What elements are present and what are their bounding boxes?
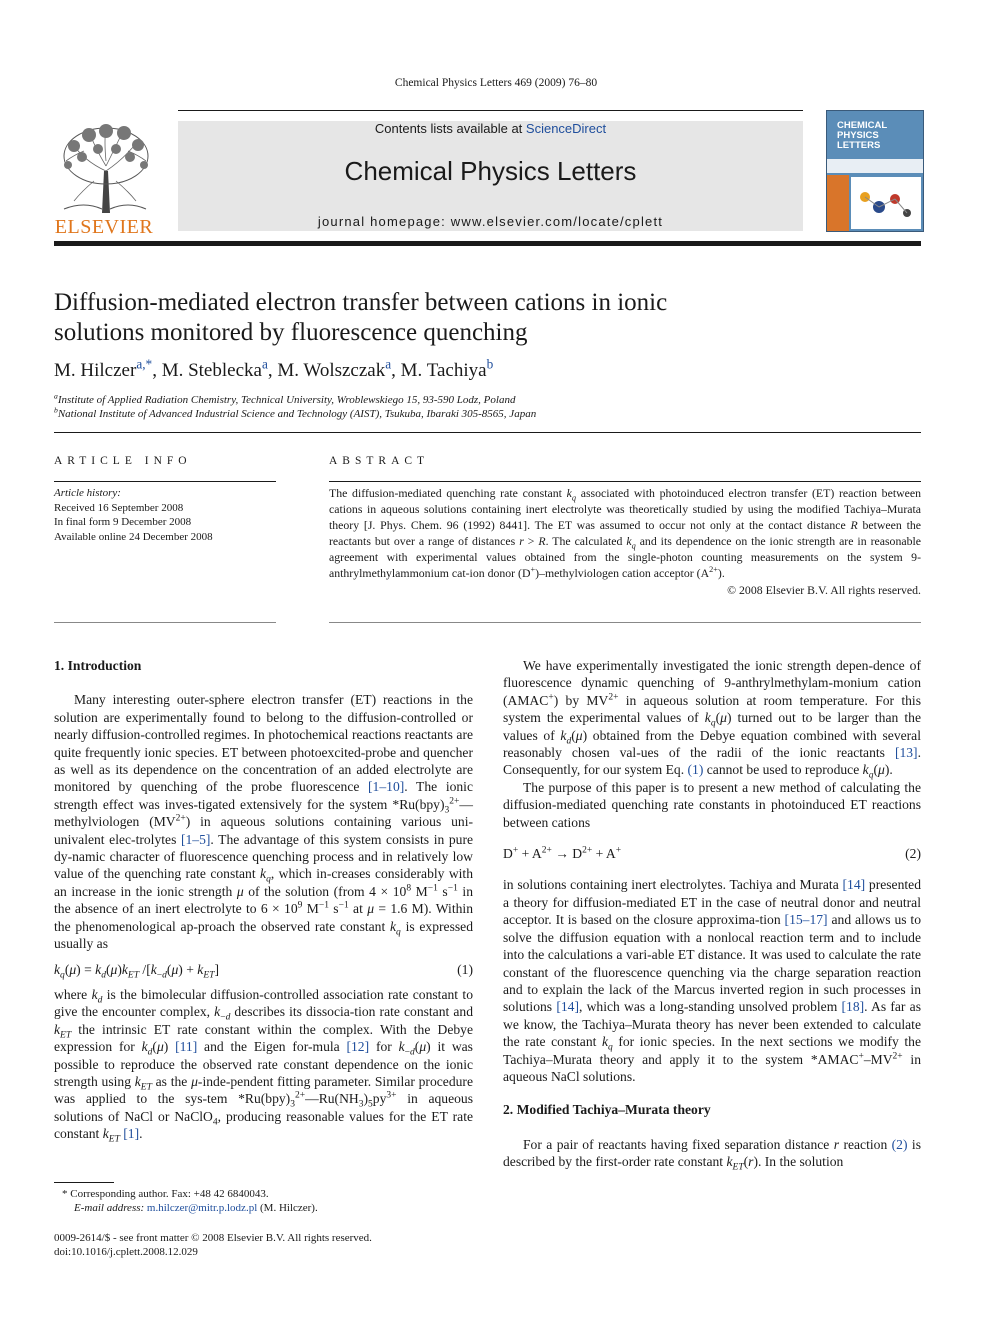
equation-1-number: (1) [457,961,473,977]
author-affiliation-marker[interactable]: b [486,356,494,372]
article-title: Diffusion-mediated electron transfer between cations in ionic solutions monitored by fluorescence quenching [54,289,668,346]
abstract-bottom-rule [329,622,921,623]
equation-2-body: $D^+ + A^{2+} \to D^{2+} + A^+$ [503,845,622,862]
affiliation-rule [54,432,921,433]
citation-link[interactable]: [14] [556,999,579,1015]
author-list: M. Hilczer$^{a,*}$, M. Steblecka$^a$, M. Wolszczak$^a$, M. Tachiya$^b$ [54,356,494,381]
citation-link[interactable]: [1] [123,1126,140,1142]
abstract-body: The diffusion-mediated quenching rate constant $k_q$ associated with photoinduced electron transfer (ET) reaction between cations in aqueous solutions containing inert electrolyte was theoretically studied by using the modified Tachiya–Murata theory [J. Phys. Chem. 96 (1992) 8441]. The ET was assumed to occur not only at the contact distance R between the reactants but over a range of distances r > R. The calculated $k_q$ and its dependence on the ionic strength are in reasonable agreement with experimental values obtained from the single-photon counting measurements on the system 9-anthrylmethylammonium cat-ion donor (D+)–methylviologen cation acceptor $(A^{2+})$. © 2008 Elsevier B.V. All rights reserved. [329,486,921,598]
journal-cover-image [826,110,924,232]
intro-paragraph-4: The purpose of this paper is to present a new method of calculating the diffusion-mediated quenching rate constants in photoinduced ET reactions between cations [503,779,921,830]
citation-link[interactable]: [11] [175,1039,198,1055]
equation-link[interactable]: (1) [687,762,704,778]
intro-paragraph-5: in solutions containing inert electrolytes. Tachiya and Murata [14] presented a theory for diffusion-mediated ET in the case of neutral donor and neutral acceptor. It is based on the closure approxima-tion [15–17] and allows us to solve the diffusion equation with a nonlocal reaction term and to include into the calculations a vari-able ET distance. It was used to calculate the rate constant of the fluorescence quenching via the charge separation reaction and to explain the lack of the Marcus inverted region in such processes in solutions [14], which was a long-standing unsolved problem [18]. As far as we know, the Tachiya–Murata theory has never been extended to calculate the rate constant $k_q$ for ionic species. In the next sections we modify the Tachiya–Murata theory and apply it to the system $*AMAC^+-MV^{2+}$ in aqueous NaCl solutions. [503,877,922,1084]
doi[interactable]: doi:10.1016/j.cplett.2008.12.029 [54,1246,198,1258]
contents-line: Contents lists available at ScienceDirect [374,121,607,136]
author-name: M. Steblecka [161,360,262,381]
cover-molecule-icon [851,177,921,229]
article-info-heading: ARTICLE INFO [54,455,192,467]
elsevier-tree-icon [54,121,154,213]
abstract-copyright: © 2008 Elsevier B.V. All rights reserved. [727,583,921,598]
cover-title: CHEMICAL PHYSICS LETTERS [837,120,887,151]
right-column [503,657,921,1171]
elsevier-wordmark: ELSEVIER [54,216,154,238]
author-name: M. Wolszczak [277,360,386,381]
left-column [54,657,473,1143]
author-affiliation-marker[interactable]: a,* [136,356,153,372]
elsevier-logo [54,121,154,238]
citation-link[interactable]: [18] [841,999,865,1015]
section-heading-introduction: 1. Introduction [54,658,142,673]
header-bottom-rule [54,241,921,246]
citation-link[interactable]: [1–5] [180,831,211,847]
article-info-rule [54,481,276,482]
equation-2 [503,845,921,862]
journal-reference: Chemical Physics Letters 469 (2009) 76–80 [394,77,598,89]
email-link[interactable]: m.hilczer@mitr.p.lodz.pl [146,1202,258,1214]
equation-link[interactable]: (2) [891,1136,908,1152]
intro-paragraph-3: We have experimentally investigated the ionic strength depen-dence of fluorescence dynamic quenching of 9-anthrylmethylam-monium cation (AMAC+) by $MV^{2+}$ in aqueous solution at room temperature. For this system the experimental values of $k_q(\mu)$ turned out to be larger than the values of $k_d(\mu)$ obtained from the Debye equation combined with several reasonably chosen val-ues of the radii of the ionic reactants [13]. Consequently, for our system Eq. (1) cannot be used to reproduce $k_q(\mu)$. [503,658,922,782]
author-affiliation-marker[interactable]: a [261,356,268,372]
author-name: M. Hilczer [54,360,137,381]
intro-paragraph-2: where $k_d$ is the bimolecular diffusion-controlled association rate constant to give the encounter complex, $k_{-d}$ describes its dissocia-tion rate constant and $k_{ET}$ the intrinsic ET rate constant within the complex. With the Debye expression for $k_d(\mu)$ [11] and the Eigen for-mula [12] for $k_{-d}(\mu)$ it was possible to reproduce the observed rate constant dependence on the ionic strength using $k_{ET}$ as the μ-inde-pendent fitting parameter. Similar procedure was applied to the sys-tem $*Ru(bpy)_3^{2+}—Ru(NH_3)_5py^{3+}$ in aqueous solutions of NaCl or NaClO$_4$, producing reasonable values for the ET rate constant $k_{ET}$ [1]. [54,986,474,1145]
citation-link[interactable]: [13] [894,745,918,761]
intro-paragraph-1: Many interesting outer-sphere electron transfer (ET) reactions in the solution are experimentally found to belong to the diffusion-controlled or nearly diffusion-controlled regimes. In photochemical reactions reactants are quite frequently ionic species. ET between photoexcited-probe and quencher as well as its dependence on the concentration of an added electrolyte are monitored by quenching of the probe fluorescence [1–10]. The ionic strength effect was inves-tigated extensively for the system $*Ru(bpy)_3^{2+}—methylviologen$ $(MV^{2+})$ in aqueous solutions containing various uni-univalent elec-trolytes [1–5]. The advantage of this system consists in pure dy-namic character of fluorescence quenching process and in relatively low value of the quenching rate constant $k_q$, which in-creases considerably with an increase in the ionic strength μ of the solution (from $4 \times 10^8$ $M^{-1}$ $s^{-1}$ in the absence of an inert electrolyte to $6 \times 10^9$ $M^{-1}$ $s^{-1}$ at μ = 1.6 M). Within the phenomenological ap-proach the observed rate constant $k_q$ is expressed usually as [54,692,474,952]
theory-paragraph-1: For a pair of reactants having fixed separation distance r reaction (2) is described by the first-order rate constant $k_{ET}(r)$. In the solution [503,1136,921,1173]
journal-title: Chemical Physics Letters [344,156,637,186]
sciencedirect-link[interactable]: ScienceDirect [525,121,607,136]
cover-orange-side [827,175,849,231]
email-footnote: E-mail address: m.hilczer@mitr.p.lodz.pl (M. Hilczer). [74,1202,318,1214]
journal-homepage[interactable]: journal homepage: www.elsevier.com/locate/cplett [317,214,664,229]
section-heading-modified-theory: 2. Modified Tachiya–Murata theory [503,1102,711,1118]
equation-1-body: $k_q(\mu) = k_d(\mu)k_{ET}$ $/[k_{-d}(\mu) + k_{ET}]$ [54,961,219,981]
article-info-bottom-rule [54,622,276,623]
equation-1 [54,961,473,981]
cover-red-strip [827,159,923,173]
front-matter: 0009-2614/$ - see front matter © 2008 Elsevier B.V. All rights reserved. [54,1232,372,1244]
header-top-rule [178,110,803,111]
equation-2-number: (2) [905,846,921,862]
affiliation-a: $^a$Institute of Applied Radiation Chemistry, Technical University, Wroblewskiego 15, 93-590 Lodz, Poland [54,391,516,406]
author-name: M. Tachiya [400,360,487,381]
citation-link[interactable]: [15–17] [784,912,828,928]
affiliation-b: $^b$National Institute of Advanced Industrial Science and Technology (AIST), Tsukuba, Ibaraki 305-8565, Japan [54,405,537,420]
citation-link[interactable]: [14] [842,877,866,893]
abstract-rule [329,481,921,482]
citation-link[interactable]: [1–10] [368,779,405,795]
article-history: Article history: Received 16 September 2008 In final form 9 December 2008 Available online 24 December 2008 [54,487,213,543]
author-affiliation-marker[interactable]: a [385,356,392,372]
citation-link[interactable]: [12] [346,1039,370,1055]
footnote-rule [54,1182,114,1183]
abstract-heading: ABSTRACT [329,455,430,467]
corresponding-author-footnote: * Corresponding author. Fax: +48 42 6840043. [62,1188,269,1200]
